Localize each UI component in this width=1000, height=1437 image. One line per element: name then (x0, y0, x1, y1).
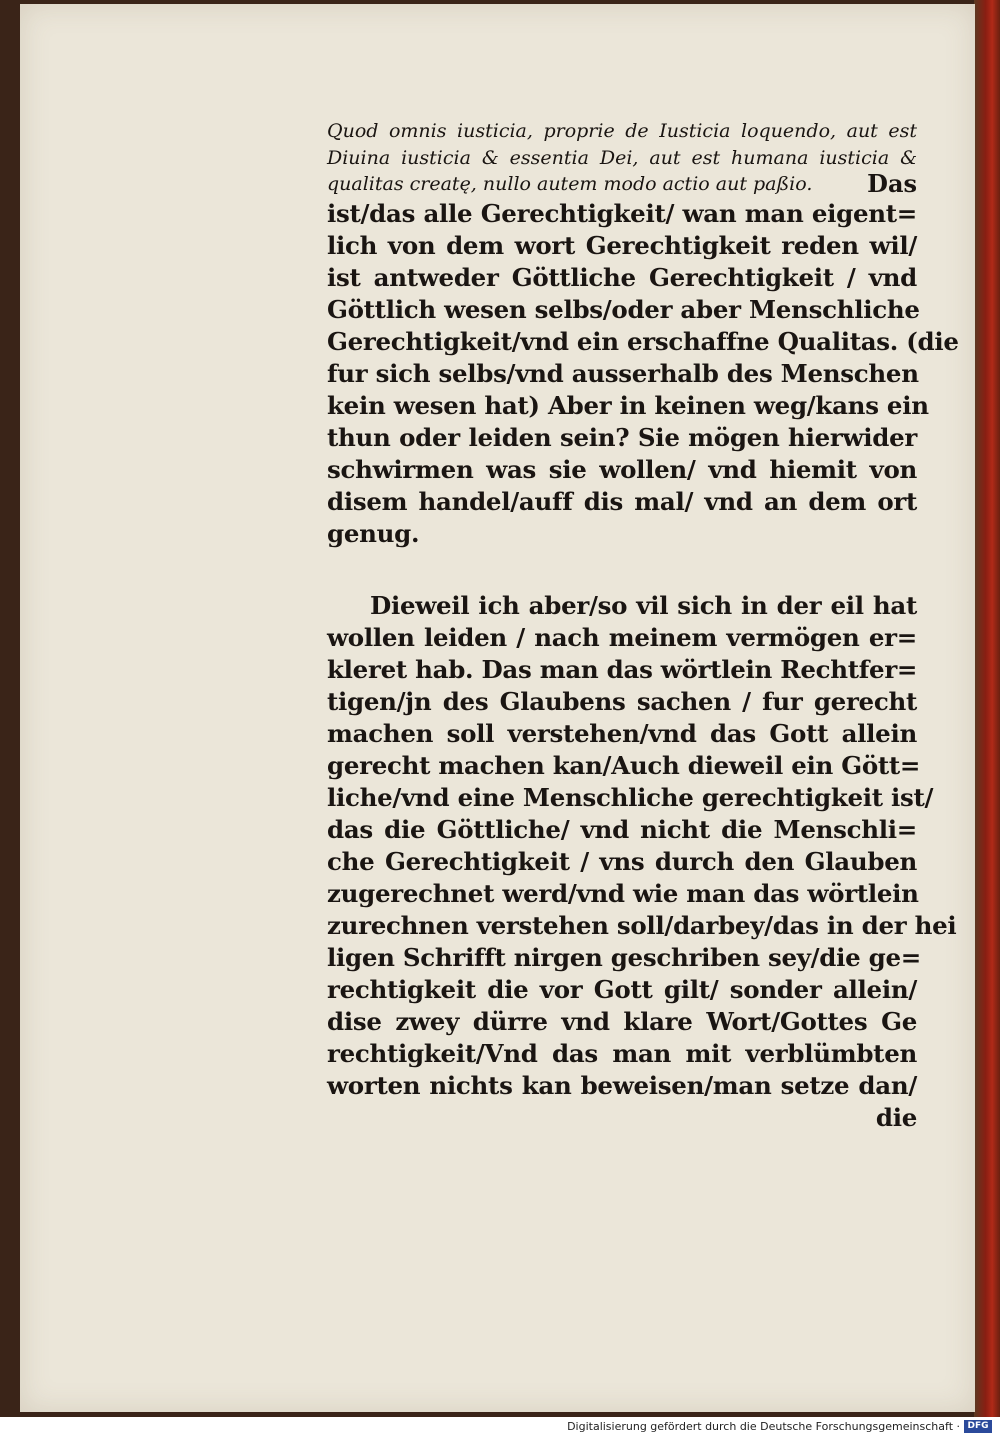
text-line: rechtigkeit die vor Gott gilt/ sonder allein/ (327, 974, 917, 1004)
text-line: kein wesen hat) Aber in keinen weg/kans ein (327, 390, 929, 420)
paragraph-gap (327, 550, 917, 590)
text-line: thun oder leiden sein? Sie mögen hierwider (327, 422, 917, 452)
latin-line: Quod omnis iusticia, proprie de Iusticia loquendo, aut est (327, 120, 917, 142)
text-line: Gerechtigkeit/vnd ein erschaffne Qualitas. (die (327, 326, 959, 356)
text-line: liche/vnd eine Menschliche gerechtigkeit ist/ (327, 782, 934, 812)
catchword: die (875, 1102, 917, 1132)
text-line: tigen/jn des Glaubens sachen / fur gerecht (327, 686, 917, 716)
text-line: disem handel/auff dis mal/ vnd an dem ort (327, 486, 917, 516)
dfg-logo-icon[interactable]: DFG (964, 1420, 992, 1433)
latin-line: Diuina iusticia & essentia Dei, aut est humana iusticia & (327, 146, 917, 169)
text-line: das die Göttliche/ vnd nicht die Menschli= (327, 814, 917, 844)
text-line: lich von dem wort Gerechtigkeit reden wil/ (327, 230, 917, 260)
text-line: dise zwey dürre vnd klare Wort/Gottes Ge (327, 1006, 917, 1036)
text-line: fur sich selbs/vnd ausserhalb des Menschen (327, 358, 919, 388)
text-line: kleret hab. Das man das wörtlein Rechtfer= (327, 654, 918, 684)
text-line: genug. (327, 518, 420, 548)
footer-credit: Digitalisierung gefördert durch die Deutsche Forschungsgemeinschaft · (567, 1420, 960, 1433)
text-line: machen soll verstehen/vnd das Gott allein (327, 718, 917, 748)
latin-line-text: qualitas creatę, nullo autem modo actio aut paßio. (327, 173, 813, 195)
text-line: Dieweil ich aber/so vil sich in der eil hat (370, 590, 917, 620)
text-line: worten nichts kan beweisen/man setze dan/ (327, 1070, 917, 1100)
text-line: zurechnen verstehen soll/darbey/das in der hei (327, 910, 957, 940)
text-line: Göttlich wesen selbs/oder aber Menschliche (327, 294, 920, 324)
text-line: wollen leiden / nach meinem vermögen er= (327, 622, 917, 652)
text-line: ist antweder Göttliche Gerechtigkeit / vnd (327, 262, 917, 292)
footer-bar (0, 1417, 1000, 1437)
latin-line-with-tail (327, 171, 917, 198)
text-line: rechtigkeit/Vnd das man mit verblümbten (327, 1038, 917, 1068)
text-line: ist/das alle Gerechtigkeit/ wan man eigent= (327, 198, 917, 228)
text-line: gerecht machen kan/Auch dieweil ein Gött= (327, 750, 921, 780)
text-line: zugerechnet werd/vnd wie man das wörtlein (327, 878, 919, 908)
latin-line-tail: Das (867, 169, 917, 198)
page-text (327, 118, 959, 1134)
text-line: schwirmen was sie wollen/ vnd hiemit von (327, 454, 917, 484)
book-binding-edge (974, 0, 1000, 1417)
text-line: che Gerechtigkeit / vns durch den Glauben (327, 846, 917, 876)
text-line: ligen Schrifft nirgen geschriben sey/die ge= (327, 942, 922, 972)
